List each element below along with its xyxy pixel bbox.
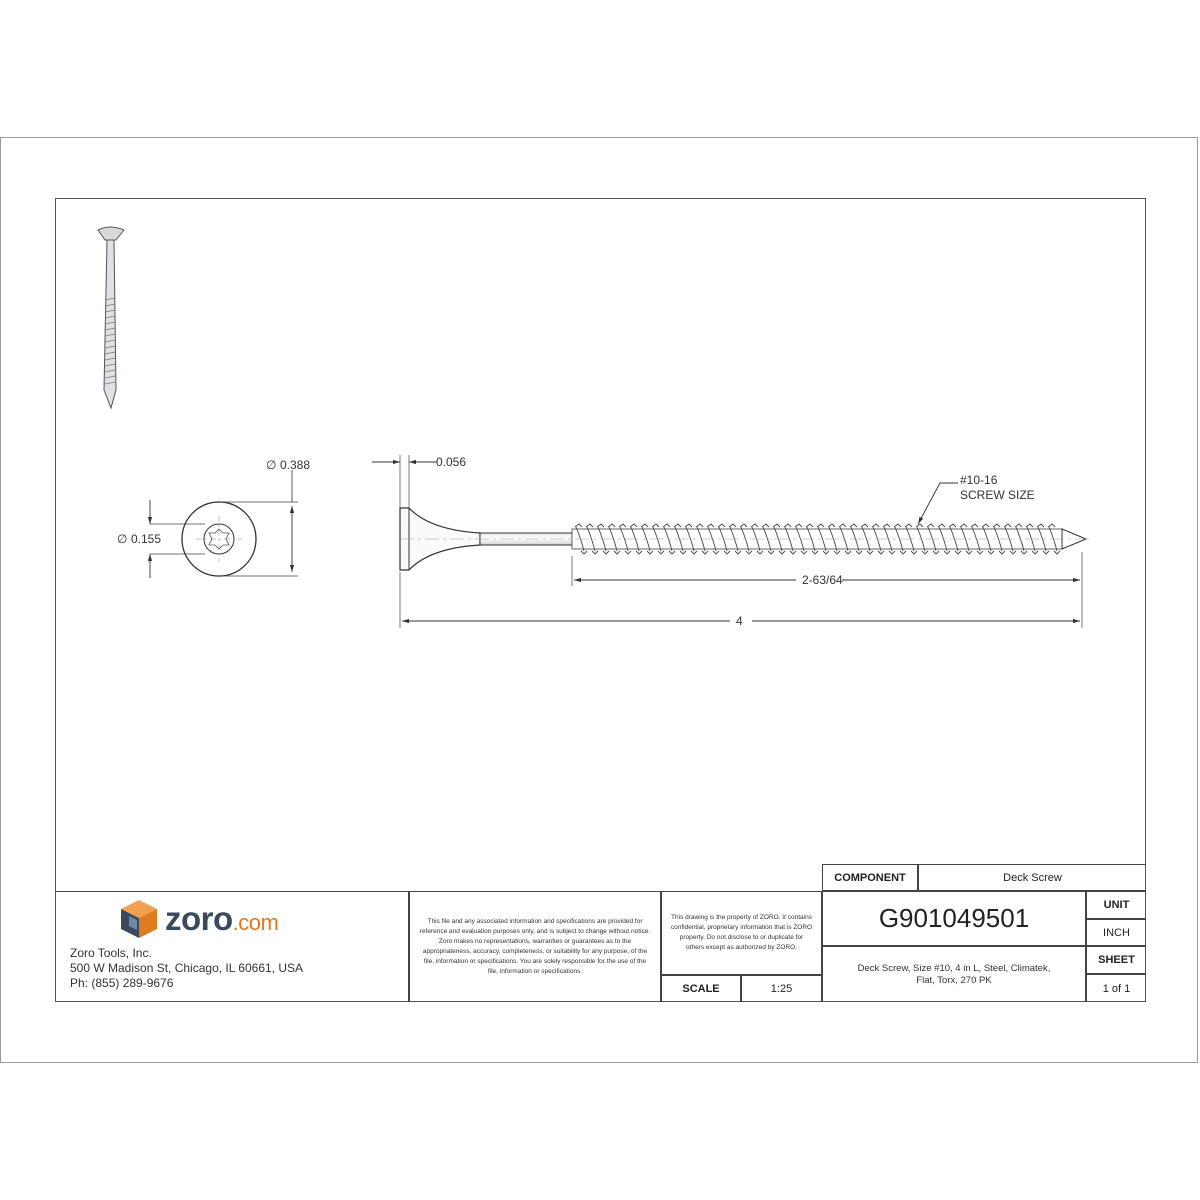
thread-crest [641, 524, 648, 527]
scale-label-cell [661, 975, 741, 1002]
thread-crest [669, 551, 675, 554]
thread-crest [746, 551, 752, 554]
thread-crest [735, 551, 741, 554]
thread-crest [652, 524, 659, 527]
thread-crest [713, 551, 719, 554]
thread-crest [779, 551, 785, 554]
thread-crest [845, 551, 851, 554]
thread-crest [856, 551, 862, 554]
scale-value-cell [741, 975, 822, 1002]
disclaimer-panel [409, 891, 661, 1002]
company-name: Zoro Tools, Inc. [70, 946, 152, 960]
thread-crest [966, 551, 972, 554]
sheet-label: SHEET [1098, 954, 1135, 966]
scale-value: 1:25 [770, 983, 793, 995]
thread-crest [608, 524, 615, 527]
thread-crest [592, 551, 598, 554]
thread-crest [889, 551, 895, 554]
head-diameter-symbol: ∅ [266, 458, 277, 472]
thread-crest [949, 524, 956, 527]
thread-crest [740, 524, 747, 527]
thread-crest [614, 551, 620, 554]
unit-value: INCH [1103, 926, 1130, 939]
component-label: COMPONENT [834, 871, 906, 884]
unit-value-cell [1086, 919, 1146, 946]
thread-crest [625, 551, 631, 554]
thread-crest [1021, 551, 1027, 554]
thread-crest [944, 551, 950, 554]
thread-crest [883, 524, 890, 527]
component-value: Deck Screw [1003, 871, 1062, 884]
thread-crest [768, 551, 774, 554]
thread-crest [834, 551, 840, 554]
scale-label: SCALE [682, 983, 720, 995]
thread-crest [977, 551, 983, 554]
thread-crest [751, 524, 758, 527]
component-label-cell [822, 864, 918, 891]
thread-length-label: 2-63/64 [802, 573, 843, 587]
description: Deck Screw, Size #10, 4 in L, Steel, Climatek, Flat, Torx, 270 PK [857, 962, 1051, 986]
thread-crest [575, 524, 582, 527]
thread-callout-size: #10-16 [960, 473, 998, 487]
thread-crest [1032, 551, 1038, 554]
thread-crest [729, 524, 736, 527]
thread-crest [1026, 524, 1033, 527]
thread-crest [707, 524, 714, 527]
thread-crest [674, 524, 681, 527]
sheet-value-cell [1086, 974, 1146, 1002]
thread-crest [927, 524, 934, 527]
disclaimer-text: This file and any associated information and specifications are provided for reference and evaluation purposes only, and is subject to change without notice. Zoro makes no representations, warranties or guarantees as to the appropriateness, accuracy, completeness, or suitability for any purpose, of the file, information or specifications. You are solely responsible for the use of the file, information or specifications. [419, 918, 651, 975]
thread-crest [685, 524, 692, 527]
thread-crest [988, 551, 994, 554]
part-number-cell [822, 891, 1086, 946]
thread-crest [1004, 524, 1011, 527]
unit-label: UNIT [1103, 899, 1130, 911]
thread-callout-text: SCREW SIZE [960, 488, 1035, 502]
thread-crest [922, 551, 928, 554]
thread-crest [691, 551, 697, 554]
thread-crest [757, 551, 763, 554]
logo-suffix-text: .com [232, 910, 279, 935]
description-cell [822, 946, 1086, 1002]
screw-side-view [400, 508, 1090, 570]
head-end-view [150, 470, 298, 578]
recess-diameter-symbol: ∅ [117, 532, 128, 546]
thread-crest [817, 524, 824, 527]
thread-crest [718, 524, 725, 527]
thread-crest [1037, 524, 1044, 527]
sheet-value: 1 of 1 [1102, 982, 1131, 995]
unit-label-cell [1086, 891, 1146, 919]
thread-crest [806, 524, 813, 527]
thread-crest [696, 524, 703, 527]
thread-crest [938, 524, 945, 527]
thread-crest [955, 551, 961, 554]
thread-crest [702, 551, 708, 554]
overall-length-label: 4 [736, 614, 743, 628]
thread-crest [724, 551, 730, 554]
thread-crest [762, 524, 769, 527]
thread-crest [1054, 551, 1060, 554]
thread-crest [795, 524, 802, 527]
component-value-cell [918, 864, 1146, 891]
thread-crest [581, 551, 587, 554]
logo-main-text: zoro [165, 900, 233, 937]
thread-crest [647, 551, 653, 554]
thread-crest [586, 524, 593, 527]
thread-crest [828, 524, 835, 527]
thread-crest [1048, 524, 1055, 527]
thread-crest [823, 551, 829, 554]
thread-crest [900, 551, 906, 554]
part-number: G901049501 [878, 903, 1030, 933]
property-panel [661, 891, 822, 975]
head-thickness-label: 0.056 [436, 455, 467, 469]
head-diameter-label: 0.388 [280, 458, 311, 472]
thread-crest [1015, 524, 1022, 527]
company-phone: Ph: (855) 289-9676 [70, 976, 174, 990]
thread-crest [905, 524, 912, 527]
thread-crest [999, 551, 1005, 554]
thread-crest [658, 551, 664, 554]
thread-crest [1010, 551, 1016, 554]
zoro-logo [119, 898, 278, 940]
thread-crest [636, 551, 642, 554]
thread-crest [603, 551, 609, 554]
thread-crest [630, 524, 637, 527]
thread-crest [933, 551, 939, 554]
thread-crest [1043, 551, 1049, 554]
thread-crest [982, 524, 989, 527]
thread-crest [663, 524, 670, 527]
title-block [55, 864, 1146, 1002]
thread-crest [801, 551, 807, 554]
thread-crest [878, 551, 884, 554]
thread-crest [850, 524, 857, 527]
thread-crest [680, 551, 686, 554]
thread-crest [911, 551, 917, 554]
thread-crest [619, 524, 626, 527]
screw-thumbnail [98, 227, 124, 408]
thread-crest [861, 524, 868, 527]
thread-crest [839, 524, 846, 527]
thread-crest [960, 524, 967, 527]
thread-crest [597, 524, 604, 527]
sheet-label-cell [1086, 946, 1146, 974]
zoro-cube-icon [119, 898, 159, 940]
thread-crest [773, 524, 780, 527]
thread-crest [867, 551, 873, 554]
thread-crest [872, 524, 879, 527]
thread-crest [790, 551, 796, 554]
thread-crest [894, 524, 901, 527]
thread-crest [993, 524, 1000, 527]
thread-crest [812, 551, 818, 554]
company-address: 500 W Madison St, Chicago, IL 60661, USA [70, 961, 304, 975]
thread-crest [916, 524, 923, 527]
thread-crest [971, 524, 978, 527]
thread-crest [784, 524, 791, 527]
recess-diameter-label: 0.155 [131, 532, 162, 546]
property-text: This drawing is the property of ZORO. It contains confidential, proprietary information that is ZORO property. Do not disclose to or duplicate for others except as authorized by ZORO. [670, 914, 813, 951]
